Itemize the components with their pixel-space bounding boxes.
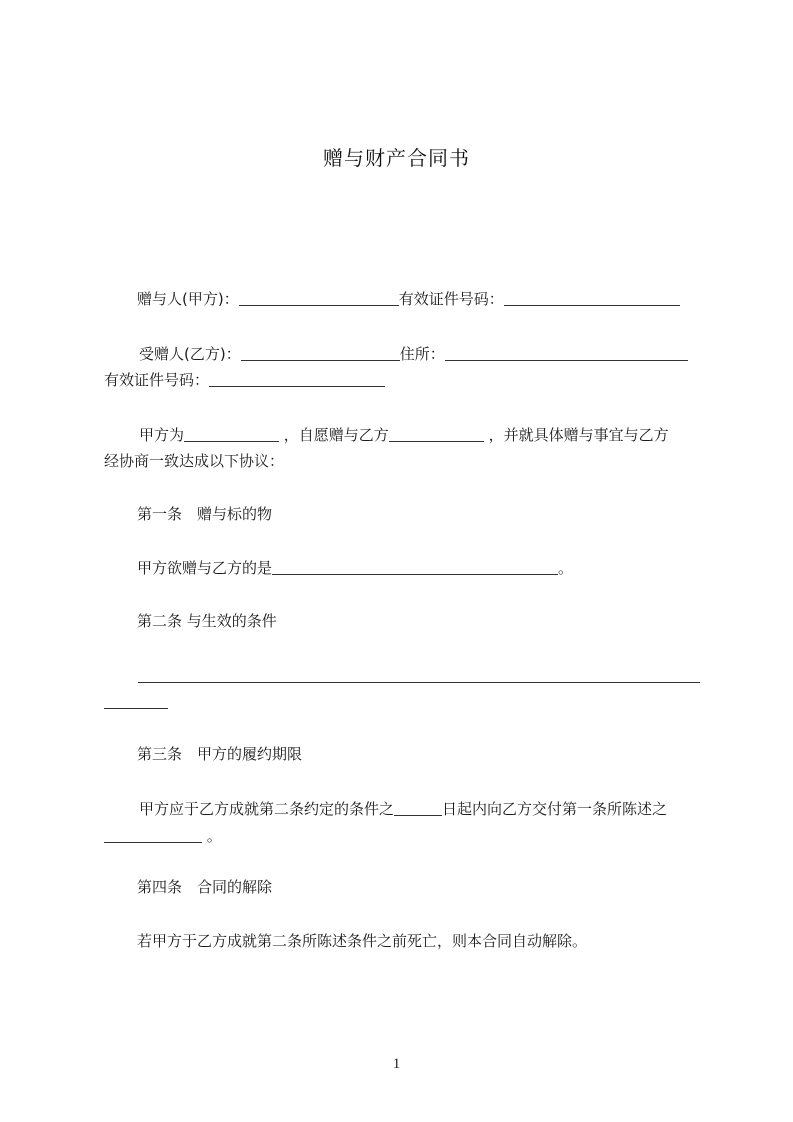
donee-name-blank[interactable] bbox=[241, 344, 400, 361]
donee-line bbox=[104, 340, 739, 369]
article3-body-middle: 日起内向乙方交付第一条所陈述之 bbox=[442, 800, 668, 818]
donee-address-label: 住所： bbox=[399, 345, 445, 363]
donee-id-line bbox=[104, 366, 704, 395]
intro-line-1 bbox=[104, 421, 739, 450]
condition-blank-line-1[interactable] bbox=[138, 682, 700, 683]
article3-body-line-2 bbox=[104, 822, 704, 851]
delivery-object-blank[interactable] bbox=[104, 826, 202, 843]
donee-label: 受赠人(乙方)： bbox=[139, 345, 241, 363]
document-title: 赠与财产合同书 bbox=[323, 146, 470, 170]
article3-body-suffix: 。 bbox=[206, 827, 222, 845]
donor-line bbox=[104, 285, 737, 314]
donee-id-blank[interactable] bbox=[209, 370, 385, 387]
donor-identity-blank[interactable] bbox=[184, 425, 279, 442]
article1-body bbox=[104, 554, 737, 583]
donor-name-blank[interactable] bbox=[239, 289, 399, 306]
article4-heading: 第四条 合同的解除 bbox=[137, 878, 273, 896]
donee-id-label: 有效证件号码： bbox=[104, 371, 210, 389]
article3-heading: 第三条 甲方的履约期限 bbox=[137, 745, 303, 763]
article4-body: 若甲方于乙方成就第二条所陈述条件之前死亡，则本合同自动解除。 bbox=[137, 932, 588, 950]
donor-label: 赠与人(甲方)： bbox=[137, 290, 239, 308]
gift-subject-blank[interactable] bbox=[272, 558, 558, 575]
article2-heading: 第二条 与生效的条件 bbox=[137, 612, 277, 630]
condition-blank-line-2[interactable] bbox=[104, 708, 168, 709]
article1-body-prefix: 甲方欲赠与乙方的是 bbox=[137, 559, 273, 577]
intro-line-2: 经协商一致达成以下协议： bbox=[104, 452, 285, 470]
article3-body-line-1 bbox=[104, 795, 739, 824]
article1-body-suffix: 。 bbox=[558, 559, 574, 577]
intro-part1: 甲方为 bbox=[139, 426, 185, 444]
donee-address-blank[interactable] bbox=[445, 344, 688, 361]
intro-part3: ，并就具体赠与事宜与乙方 bbox=[488, 426, 669, 444]
page-number: 1 bbox=[392, 1056, 401, 1072]
article3-body-prefix: 甲方应于乙方成就第二条约定的条件之 bbox=[139, 800, 395, 818]
intro-part2: ，自愿赠与乙方 bbox=[283, 426, 389, 444]
gift-object-blank[interactable] bbox=[389, 425, 484, 442]
donor-id-label: 有效证件号码： bbox=[398, 290, 504, 308]
days-blank[interactable] bbox=[394, 799, 442, 816]
donor-id-blank[interactable] bbox=[504, 289, 680, 306]
article1-heading: 第一条 赠与标的物 bbox=[137, 505, 273, 523]
